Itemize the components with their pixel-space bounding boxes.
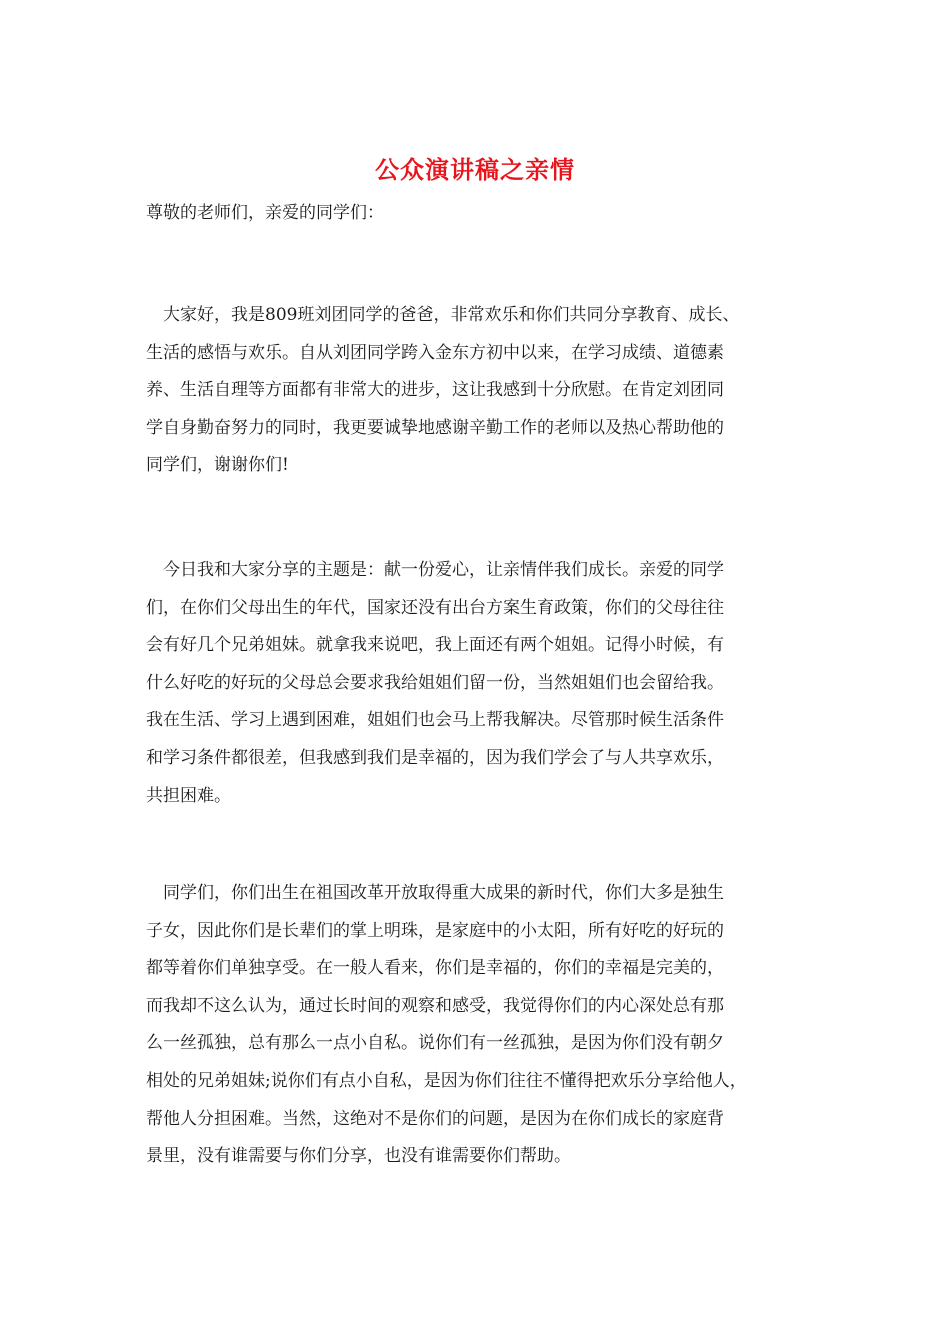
paragraph-line: 学自身勤奋努力的同时，我更要诚挚地感谢辛勤工作的老师以及热心帮助他的 <box>146 417 724 438</box>
paragraph-line: 大家好，我是809班刘团同学的爸爸，非常欢乐和你们共同分享教育、成长、 <box>146 305 740 325</box>
document-title: 公众演讲稿之亲情 <box>375 155 575 184</box>
paragraph-line: 景里，没有谁需要与你们分享，也没有谁需要你们帮助。 <box>146 1146 571 1167</box>
paragraph-line: 子女，因此你们是长辈们的掌上明珠，是家庭中的小太阳，所有好吃的好玩的 <box>146 920 724 941</box>
paragraph-line: 会有好几个兄弟姐妹。就拿我来说吧，我上面还有两个姐姐。记得小时候，有 <box>146 635 724 656</box>
paragraph-line: 帮他人分担困难。当然，这绝对不是你们的问题，是因为在你们成长的家庭背 <box>146 1108 724 1129</box>
salutation: 尊敬的老师们，亲爱的同学们： <box>146 203 384 223</box>
paragraph-1 <box>146 302 811 490</box>
paragraph-line: 相处的兄弟姐妹;说你们有点小自私，是因为你们往往不懂得把欢乐分享给他人， <box>146 1070 747 1091</box>
paragraph-line: 养、生活自理等方面都有非常大的进步，这让我感到十分欣慰。在肯定刘团同 <box>146 380 724 401</box>
paragraph-3 <box>146 880 811 1181</box>
paragraph-line: 们，在你们父母出生的年代，国家还没有出台方案生育政策，你们的父母往往 <box>146 597 724 618</box>
paragraph-line: 生活的感悟与欢乐。自从刘团同学跨入金东方初中以来，在学习成绩、道德素 <box>146 342 724 363</box>
paragraph-line: 都等着你们单独享受。在一般人看来，你们是幸福的，你们的幸福是完美的， <box>146 958 724 979</box>
paragraph-line: 共担困难。 <box>146 785 231 806</box>
paragraph-2 <box>146 557 811 820</box>
paragraph-line: 什么好吃的好玩的父母总会要求我给姐姐们留一份，当然姐姐们也会留给我。 <box>146 672 724 693</box>
paragraph-line: 今日我和大家分享的主题是：献一份爱心，让亲情伴我们成长。亲爱的同学 <box>146 560 724 580</box>
paragraph-line: 同学们，谢谢你们! <box>146 455 289 476</box>
paragraph-line: 同学们，你们出生在祖国改革开放取得重大成果的新时代，你们大多是独生 <box>146 883 724 903</box>
paragraph-line: 而我却不这么认为，通过长时间的观察和感受，我觉得你们的内心深处总有那 <box>146 995 724 1016</box>
paragraph-line: 么一丝孤独，总有那么一点小自私。说你们有一丝孤独，是因为你们没有朝夕 <box>146 1033 724 1054</box>
paragraph-line: 我在生活、学习上遇到困难，姐姐们也会马上帮我解决。尽管那时候生活条件 <box>146 710 724 731</box>
paragraph-line: 和学习条件都很差，但我感到我们是幸福的，因为我们学会了与人共享欢乐， <box>146 747 724 768</box>
